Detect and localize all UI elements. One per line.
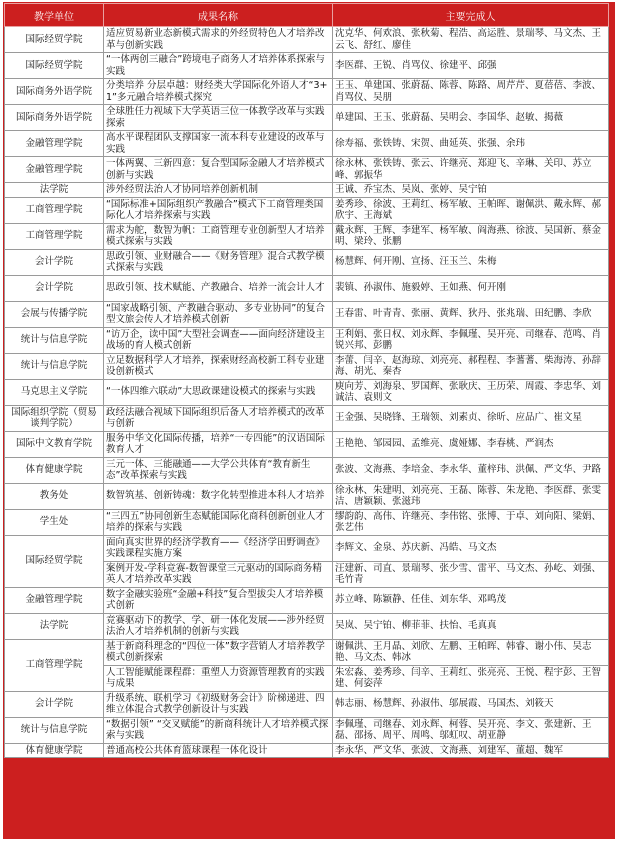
cell-main-contributors: 李永华、严文华、张波、文海燕、刘建军、董超、魏军 (333, 743, 609, 758)
cell-unit: 会计学院 (5, 691, 104, 717)
table-row (5, 691, 609, 717)
cell-achievement-name: “三四五”协同创新生态赋能国际化商科创新创业人才培养的探索与实践 (104, 509, 333, 535)
cell-main-contributors: 李医群、王锐、肖骂仪、徐建平、邱强 (333, 53, 609, 79)
cell-main-contributors: 张波、文海燕、李培金、李永华、董梓玮、洪佩、严文华、尹路 (333, 457, 609, 483)
cell-achievement-name: 升级系统、联机学习《初级财务会计》阶梯递进、四维立体混合式教学创新设计与实践 (104, 691, 333, 717)
cell-achievement-name: 思政引领、技术赋能、产教融合、培养一流会计人才 (104, 275, 333, 301)
cell-achievement-name: 涉外经贸法治人才协同培养创新机制 (104, 183, 333, 198)
cell-achievement-name: 基于新商科理念的“四位一体”数字营销人才培养教学模式创新探索 (104, 639, 333, 665)
cell-main-contributors: 李佩瑾、司继春、刘永辉、柯蓉、吴开亮、李文、张建新、王磊、邵扬、周平、周鸣、邬虹叹、胡亚静 (333, 717, 609, 743)
cell-achievement-name: 数智筑基、创新铸魂：数字化转型推进本科人才培养 (104, 483, 333, 509)
cell-unit: 国际中文教育学院 (5, 431, 104, 457)
cell-achievement-name: 政经法融合视域下国际组织后备人才培养模式的改革与创新 (104, 405, 333, 431)
cell-achievement-name: 人工智能赋能课程群：重塑人力资源管理教育的实践与成果 (104, 665, 333, 691)
table-row (5, 613, 609, 639)
header-unit: 教学单位 (5, 4, 104, 27)
cell-main-contributors: 王艳艳、邹园园、孟维亮、虞娅娜、李春桃、严润杰 (333, 431, 609, 457)
cell-main-contributors: 李辉文、金泉、苏庆新、冯皓、马文杰 (333, 535, 609, 561)
cell-main-contributors: 李蕾、闫辛、赵海琼、刘亮亮、郝程程、李蓍蓍、柴海涛、孙辞海、胡光、秦杏 (333, 353, 609, 379)
table-row (5, 131, 609, 157)
cell-achievement-name: 高水平课程团队支撑国家一流本科专业建设的改革与实践 (104, 131, 333, 157)
table-row (5, 27, 609, 53)
cell-unit: 工商管理学院 (5, 223, 104, 249)
cell-achievement-name: 服务中华文化国际传播，培养“一专四能”的汉语国际教育人才 (104, 431, 333, 457)
cell-achievement-name: 需求为舵，数智为帆：工商管理专业创新型人才培养模式探索与实践 (104, 223, 333, 249)
cell-unit: 金融管理学院 (5, 131, 104, 157)
table-row (5, 301, 609, 327)
table-row (5, 183, 609, 198)
cell-main-contributors: 徐寿福、张铁铸、宋贺、曲延英、张强、余玮 (333, 131, 609, 157)
table-row (5, 535, 609, 561)
table-row (5, 223, 609, 249)
cell-unit: 国际经贸学院 (5, 535, 104, 587)
cell-achievement-name: 面向真实世界的经济学教育——《经济学田野调查》实践课程实施方案 (104, 535, 333, 561)
cell-achievement-name: 案例开发-学科竞赛-数智课堂三元驱动的国际商务精英人才培养改革实践 (104, 561, 333, 587)
table-row (5, 431, 609, 457)
cell-achievement-name: “数据引领” “交叉赋能”的新商科统计人才培养模式探索与实践 (104, 717, 333, 743)
cell-main-contributors: 裴镇、孙淑伟、施毅婷、王如燕、何开刚 (333, 275, 609, 301)
cell-unit: 国际商务外语学院 (5, 79, 104, 105)
table-row (5, 197, 609, 223)
table-row (5, 457, 609, 483)
cell-main-contributors: 王玉、单建国、张蔚磊、陈蓉、陈路、周芹芹、夏蓓蓓、李波、肖骂仪、吴朋 (333, 79, 609, 105)
cell-main-contributors: 庾向芳、刘海泉、罗国辉、张耿庆、王历荣、周霞、李忠华、刘诚洁、袁则文 (333, 379, 609, 405)
cell-unit: 会计学院 (5, 249, 104, 275)
cell-achievement-name: 分类培养 分层卓越：财经类大学国际化外语人才“3+1”多元融合培养模式探究 (104, 79, 333, 105)
table-row (5, 327, 609, 353)
cell-unit: 统计与信息学院 (5, 327, 104, 353)
cell-unit: 马克思主义学院 (5, 379, 104, 405)
table-row (5, 249, 609, 275)
cell-main-contributors: 韩志丽、杨慧辉、孙淑伟、邬展霞、马国杰、刘筱天 (333, 691, 609, 717)
cell-unit: 体育健康学院 (5, 743, 104, 758)
cell-achievement-name: 适应贸易新业态新模式需求的外经贸特色人才培养改革与创新实践 (104, 27, 333, 53)
cell-main-contributors: 徐永林、朱建明、刘亮亮、王磊、陈蓉、朱龙艳、李医群、张雯洁、唐颖颖、张滋玮 (333, 483, 609, 509)
cell-achievement-name: 普通高校公共体育篮球课程一体化设计 (104, 743, 333, 758)
cell-unit: 会展与传播学院 (5, 301, 104, 327)
cell-achievement-name: 立足数据科学人才培养，探索财经高校新工科专业建设创新模式 (104, 353, 333, 379)
table-row (5, 275, 609, 301)
header-achievement-name: 成果名称 (104, 4, 333, 27)
cell-main-contributors: 朱宏淼、姜秀珍、闫辛、王莉红、张亮亮、王悦、程宇彭、王智建、何姿萍 (333, 665, 609, 691)
cell-unit: 国际经贸学院 (5, 53, 104, 79)
table-row (5, 353, 609, 379)
cell-unit: 工商管理学院 (5, 639, 104, 691)
cell-achievement-name: 数字金融实验班“金融+科技”复合型拔尖人才培养模式创新 (104, 587, 333, 613)
cell-main-contributors: 汪建新、司直、景瑞琴、张少雪、雷平、马文杰、孙屹、刘强、毛竹青 (333, 561, 609, 587)
table-body (5, 27, 609, 758)
cell-main-contributors: 王金强、吴晓锋、王瑞领、刘素贞、徐昕、应品广、崔文星 (333, 405, 609, 431)
cell-main-contributors: 王春雷、叶青青、张丽、黄辉、狄丹、张兆瑞、田纪鹏、李欣 (333, 301, 609, 327)
cell-unit: 学生处 (5, 509, 104, 535)
cell-unit: 国际组织学院（贸易谈判学院） (5, 405, 104, 431)
cell-achievement-name: “访万企，读中国”大型社会调查——面向经济建设主战场的育人模式创新 (104, 327, 333, 353)
cell-main-contributors: 吴岚、吴宁铂、柳菲菲、扶怡、毛真真 (333, 613, 609, 639)
cell-main-contributors: 杨慧辉、何开刚、宣扬、汪玉兰、朱梅 (333, 249, 609, 275)
cell-main-contributors: 戴永辉、王辉、李建军、杨军敏、阎海燕、徐波、吴国新、蔡金明、梁玲、张鹏 (333, 223, 609, 249)
cell-unit: 国际经贸学院 (5, 27, 104, 53)
table-row (5, 717, 609, 743)
table-row (5, 79, 609, 105)
cell-achievement-name: 思政引领、业财融合——《财务管理》混合式教学模式探索与实践 (104, 249, 333, 275)
cell-unit: 金融管理学院 (5, 157, 104, 183)
cell-unit: 统计与信息学院 (5, 353, 104, 379)
cell-main-contributors: 姜秀珍、徐波、王莉红、杨军敏、王帕晖、谢佩洪、戴永辉、郝欣宇、王海斌 (333, 197, 609, 223)
cell-main-contributors: 苏立峰、陈颖静、任佳、刘东华、邓鸣茂 (333, 587, 609, 613)
cell-achievement-name: “一体两创三融合”跨境电子商务人才培养体系探索与实践 (104, 53, 333, 79)
cell-achievement-name: “一体四维六联动”大思政课建设模式的探索与实践 (104, 379, 333, 405)
cell-achievement-name: “国家战略引领、产教融合驱动、多专业协同”的复合型文旅会传人才培养模式创新 (104, 301, 333, 327)
cell-main-contributors: 王诚、乔宝杰、吴岚、张婷、吴宁铂 (333, 183, 609, 198)
cell-unit: 法学院 (5, 183, 104, 198)
cell-achievement-name: 全球胜任力视域下大学英语三位一体教学改革与实践探索 (104, 105, 333, 131)
table-row (5, 405, 609, 431)
cell-unit: 会计学院 (5, 275, 104, 301)
cell-main-contributors: 缪韵韵、高伟、许继亮、李伟铭、张博、于卓、刘向阳、梁娟、张艺伟 (333, 509, 609, 535)
cell-unit: 国际商务外语学院 (5, 105, 104, 131)
table-row (5, 743, 609, 758)
table-row (5, 53, 609, 79)
header-main-contributors: 主要完成人 (333, 4, 609, 27)
table-row (5, 105, 609, 131)
cell-achievement-name: 竞赛驱动下的教学、学、研一体化发展——涉外经贸法治人才培养机制的创新与实践 (104, 613, 333, 639)
cell-achievement-name: “国际标准+国际组织产教融合”模式下工商管理类国际化人才培养探索与实践 (104, 197, 333, 223)
cell-main-contributors: 谢佩洪、王月晶、刘欣、左鹏、王帕晖、韩睿、谢小伟、吴志艳、马文杰、韩冰 (333, 639, 609, 665)
cell-main-contributors: 徐永林、张铁铸、张云、许继亮、郑迎飞、辛琳、关印、苏立峰、郭振华 (333, 157, 609, 183)
table-header-row (5, 4, 609, 27)
cell-unit: 体育健康学院 (5, 457, 104, 483)
table-row (5, 483, 609, 509)
table-row (5, 587, 609, 613)
table-row (5, 639, 609, 665)
table-row (5, 379, 609, 405)
cell-achievement-name: 三元一体、三能融通——大学公共体育“教育新生态”改革探索与实践 (104, 457, 333, 483)
cell-unit: 统计与信息学院 (5, 717, 104, 743)
cell-unit: 金融管理学院 (5, 587, 104, 613)
achievement-table (4, 3, 609, 758)
table-row (5, 157, 609, 183)
cell-main-contributors: 沈克华、何欢浪、张秋菊、程浩、高运胜、景瑞琴、马文杰、王云飞、舒红、廖佳 (333, 27, 609, 53)
cell-unit: 教务处 (5, 483, 104, 509)
cell-main-contributors: 王利娟、张日权、刘永辉、李佩瑾、吴开亮、司继春、范鸣、肖锐兴邦、彭鹏 (333, 327, 609, 353)
table-row (5, 509, 609, 535)
cell-unit: 工商管理学院 (5, 197, 104, 223)
cell-achievement-name: 一体两翼、三新四意：复合型国际金融人才培养模式创新与实践 (104, 157, 333, 183)
cell-unit: 法学院 (5, 613, 104, 639)
cell-main-contributors: 单建国、王玉、张蔚磊、吴明会、李国华、赵敏、揭薇 (333, 105, 609, 131)
